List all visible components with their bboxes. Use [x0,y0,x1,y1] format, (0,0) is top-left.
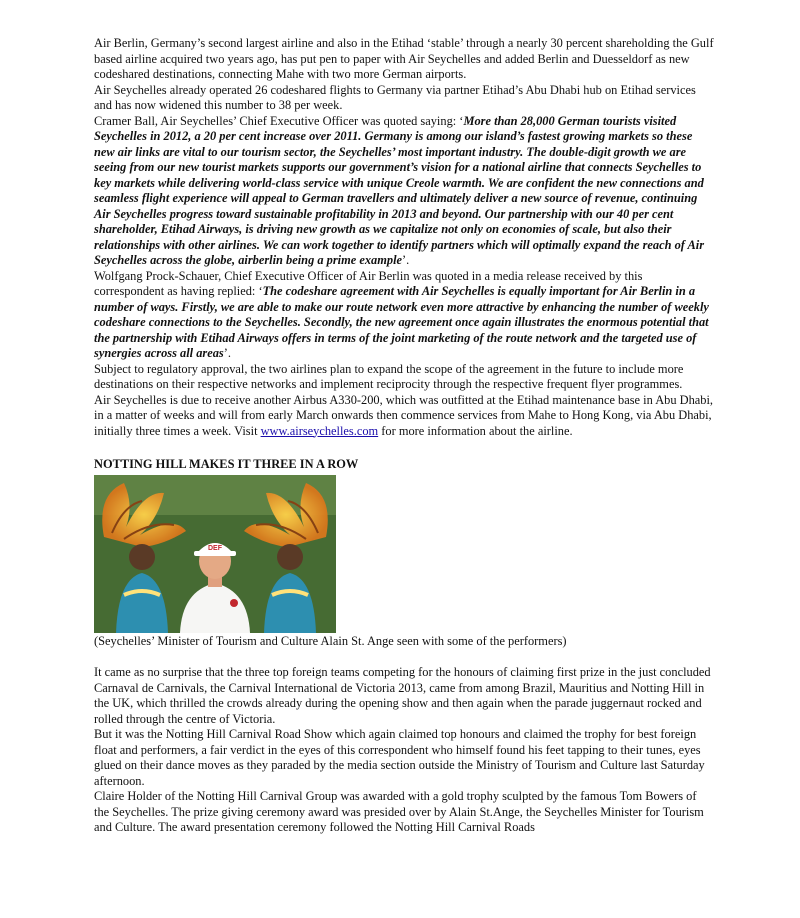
paragraph-text: for more information about the airline. [378,423,573,438]
airseychelles-link[interactable]: www.airseychelles.com [260,423,379,438]
article-heading: NOTTING HILL MAKES IT THREE IN A ROW [94,456,359,471]
paragraph-airbus-delivery [94,393,714,440]
quote-text: The codeshare agreement with Air Seychelles is equally important for Air Berlin in a number of ways. Firstly, we are able to make our route network even more attractive by enhancing the number of weekly codeshare connections to the Seychelles. Secondly, the new agreement once again illustrates the enormous potential that the partnership with Etihad Airways offers in terms of the joint marketing of the route network and the targeted use of synergies across all areas [94,284,709,360]
photo-caption: (Seychelles’ Minister of Tourism and Culture Alain St. Ange seen with some of the performers) [94,634,567,648]
paragraph-regulatory-approval: Subject to regulatory approval, the two airlines plan to expand the scope of the agreement in the future to include more destinations on their respective networks and implement reciprocity through the respective frequent flyer programmes. [94,361,684,391]
paragraph-existing-flights: Air Seychelles already operated 26 codeshared flights to Germany via partner Etihad’s Abu Dhabi hub on Etihad services and has now widened this number to 38 per week. [94,82,696,112]
quote-intro: Cramer Ball, Air Seychelles’ Chief Executive Officer was quoted saying: ‘ [94,113,464,128]
paragraph-text: Air Seychelles is due to receive another Airbus A330-200, which was outfitted at the Etihad maintenance base in Abu Dhabi, in a matter of weeks and will from early March onwards then commence services from Mahe to Hong Kong, via Abu Dhabi, initially three times a week. Visit [94,392,714,438]
paragraph-prock-schauer-quote [94,269,714,362]
carnival-photo-illustration [94,475,336,633]
spacer [94,439,714,455]
spacer [94,650,714,666]
cap-text: DEF [208,545,222,552]
quote-end: ’. [223,346,231,360]
quote-intro: Wolfgang Prock-Schauer, Chief Executive Officer of Air Berlin was quoted in a media release received by this correspondent as having replied: ‘ [94,268,643,298]
paragraph-cramer-ball-quote [94,114,714,269]
document-page [94,36,714,836]
paragraph-carnival-teams: It came as no surprise that the three top foreign teams competing for the honours of claiming first prize in the just concluded Carnaval de Carnivals, the Carnival International de Victoria 2013, came from among Brazil, Mauritius and Notting Hill in the UK, which thrilled the crowds already during the opening show and then again when the parade juggernaut rocked and rolled through the centre of Victoria. [94,665,711,726]
quote-end: ’. [402,253,410,267]
paragraph-trophy-award: Claire Holder of the Notting Hill Carnival Group was awarded with a gold trophy sculpted by the famous Tom Bowers of the Seychelles. The prize giving ceremony award was presided over by Alain St.Ange, the Seychelles Minister for Tourism and Culture. The award presentation ceremony followed the Notting Hill Carnival Roads [94,789,704,834]
paragraph-notting-hill-win: But it was the Notting Hill Carnival Road Show which again claimed top honours and claimed the trophy for best foreign float and performers, a fair verdict in the eyes of this correspondent who himself found his feet tapping to their tunes, eyes glued on their dance moves as they paraded by the media section outside the Ministry of Tourism and Culture last Saturday afternoon. [94,727,705,788]
paragraph-codeshare-intro: Air Berlin, Germany’s second largest airline and also in the Etihad ‘stable’ through a nearly 30 percent shareholding the Gulf based airline acquired two years ago, has put pen to paper with Air Seychelles and added Berlin and Duesseldorf as new codeshared destinations, connecting Mahe with two more German airports. [94,36,714,81]
quote-text: More than 28,000 German tourists visited Seychelles in 2012, a 20 per cent increase over 2011. Germany is among our island’s fastest growing markets so these new air links are vital to our tourism sector, the Seychelles’ most important industry. The double-digit growth we are seeing from our new tourist markets supports our government’s vision for a national airline that connects Seychelles to key markets while delivering world-class service with unique Creole warmth. We are confident the new connections and seamless flight experience will appeal to German travellers and ultimately deliver a new source of revenue, continuing Air Seychelles progress toward sustainable profitability in 2013 and beyond. Our partnership with our 40 per cent shareholder, Etihad Airways, is driving new growth as we capitalize not only on economies of scale, but also their relationships with other airlines. We can work together to identify partners which will optimally expand the reach of Air Seychelles across the globe, airberlin being a prime example [94,113,705,267]
carnival-photo [94,475,336,633]
